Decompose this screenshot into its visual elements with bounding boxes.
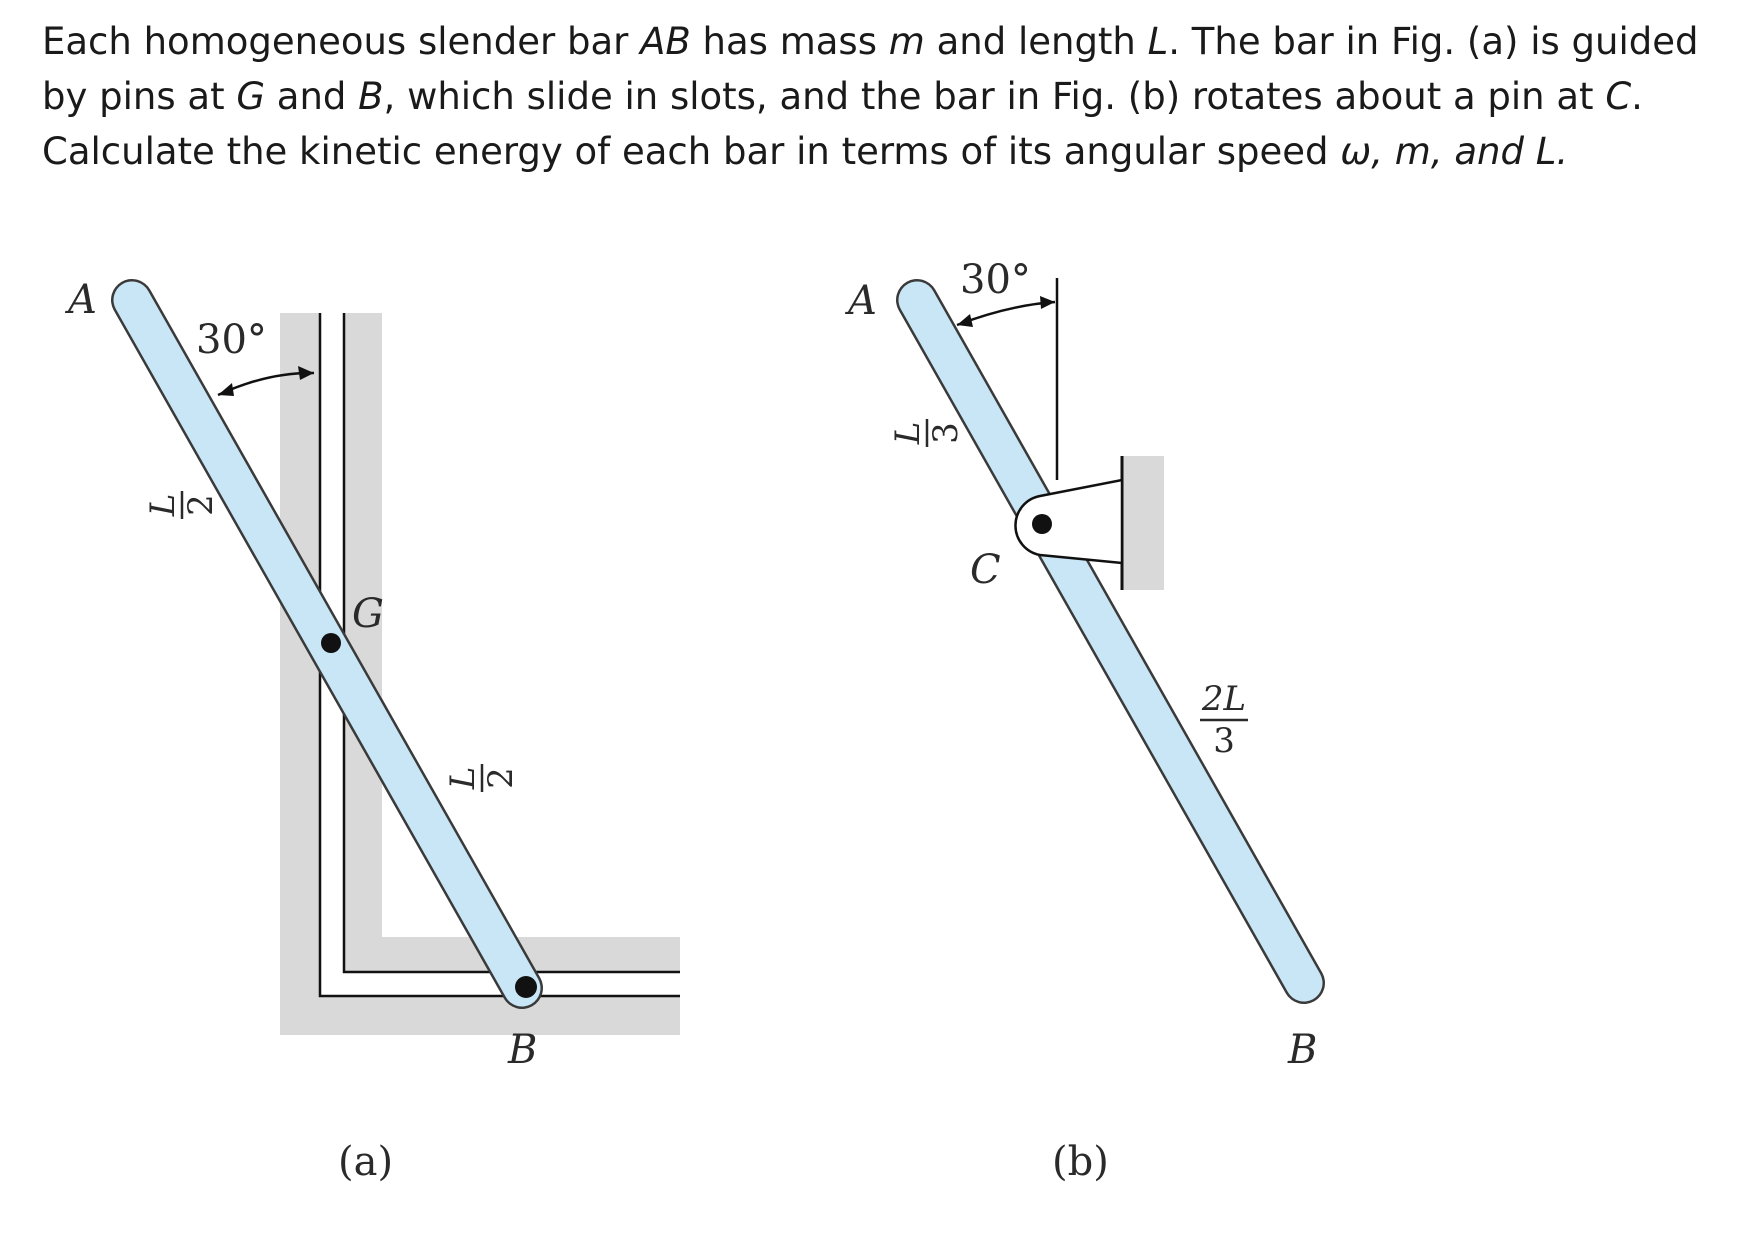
problem-text-8: G — [236, 75, 266, 118]
problem-text-12: C — [1605, 75, 1632, 118]
figure-b-angle-arrow-right — [1040, 296, 1055, 309]
figure-b-label-b: B — [1288, 1027, 1318, 1073]
figure-a-pin-g — [321, 633, 341, 653]
figure-b-upper-length — [888, 419, 966, 447]
figure-a-label-a: A — [68, 277, 97, 323]
figure-a-lower-length — [443, 764, 521, 792]
problem-text-3: has mass — [690, 20, 889, 63]
figure-b-caption: (b) — [1052, 1139, 1109, 1185]
figure-b-upper-len-den: 3 — [926, 422, 966, 444]
problem-text-13: . Calculate the kinetic energy of each bar in terms of its angular speed — [42, 75, 1643, 173]
problem-text-11: , which slide in slots, and the bar in Fig. (b) rotates about a pin at — [383, 75, 1606, 118]
figure-b-label-a: A — [848, 278, 877, 324]
problem-text-1: Each homogeneous slender bar — [42, 20, 641, 63]
problem-text-10: B — [358, 75, 384, 118]
problem-text-5: and length — [924, 20, 1148, 63]
figure-b-label-c: C — [970, 547, 1001, 593]
figure-a-caption: (a) — [338, 1139, 394, 1185]
figure-b-lower-length — [1200, 679, 1248, 761]
figure-a-lower-len-den: 2 — [481, 767, 521, 789]
figure-b — [844, 257, 1317, 1185]
problem-text-2: AB — [640, 20, 691, 63]
problem-text-6: L — [1147, 20, 1169, 63]
figure-b-angle-arrow-left — [957, 314, 973, 327]
figure-b-upper-len-num: L — [888, 421, 928, 445]
figure-b-pin-c — [1032, 514, 1052, 534]
figure-a-lower-len-num: L — [443, 766, 483, 790]
figure-a-pin-b — [515, 976, 537, 998]
figure-b-bar — [917, 300, 1304, 983]
figure-a-angle-label: 30° — [196, 317, 267, 363]
figure-a-angle-arrow-left — [218, 383, 234, 396]
figure-b-angle-label: 30° — [960, 257, 1031, 303]
problem-text-9: and — [265, 75, 359, 118]
figure-b-lower-len-den: 3 — [1213, 721, 1235, 761]
figure-a-label-b: B — [508, 1027, 538, 1073]
problem-text-4: m — [888, 20, 925, 63]
figure-a-upper-len-den: 2 — [181, 494, 221, 516]
figure-a-upper-len-num: L — [143, 493, 183, 517]
figure-a-upper-length — [143, 491, 221, 519]
problem-text-7: . The bar in Fig. (a) is guided by pins at — [42, 20, 1699, 118]
problem-text-14: ω, m, and L. — [1340, 130, 1569, 173]
figure-a — [64, 277, 680, 1185]
figure-b-lower-len-num: 2L — [1201, 679, 1247, 719]
figure-b-wall — [1122, 456, 1164, 590]
figure-a-label-g: G — [352, 591, 384, 637]
